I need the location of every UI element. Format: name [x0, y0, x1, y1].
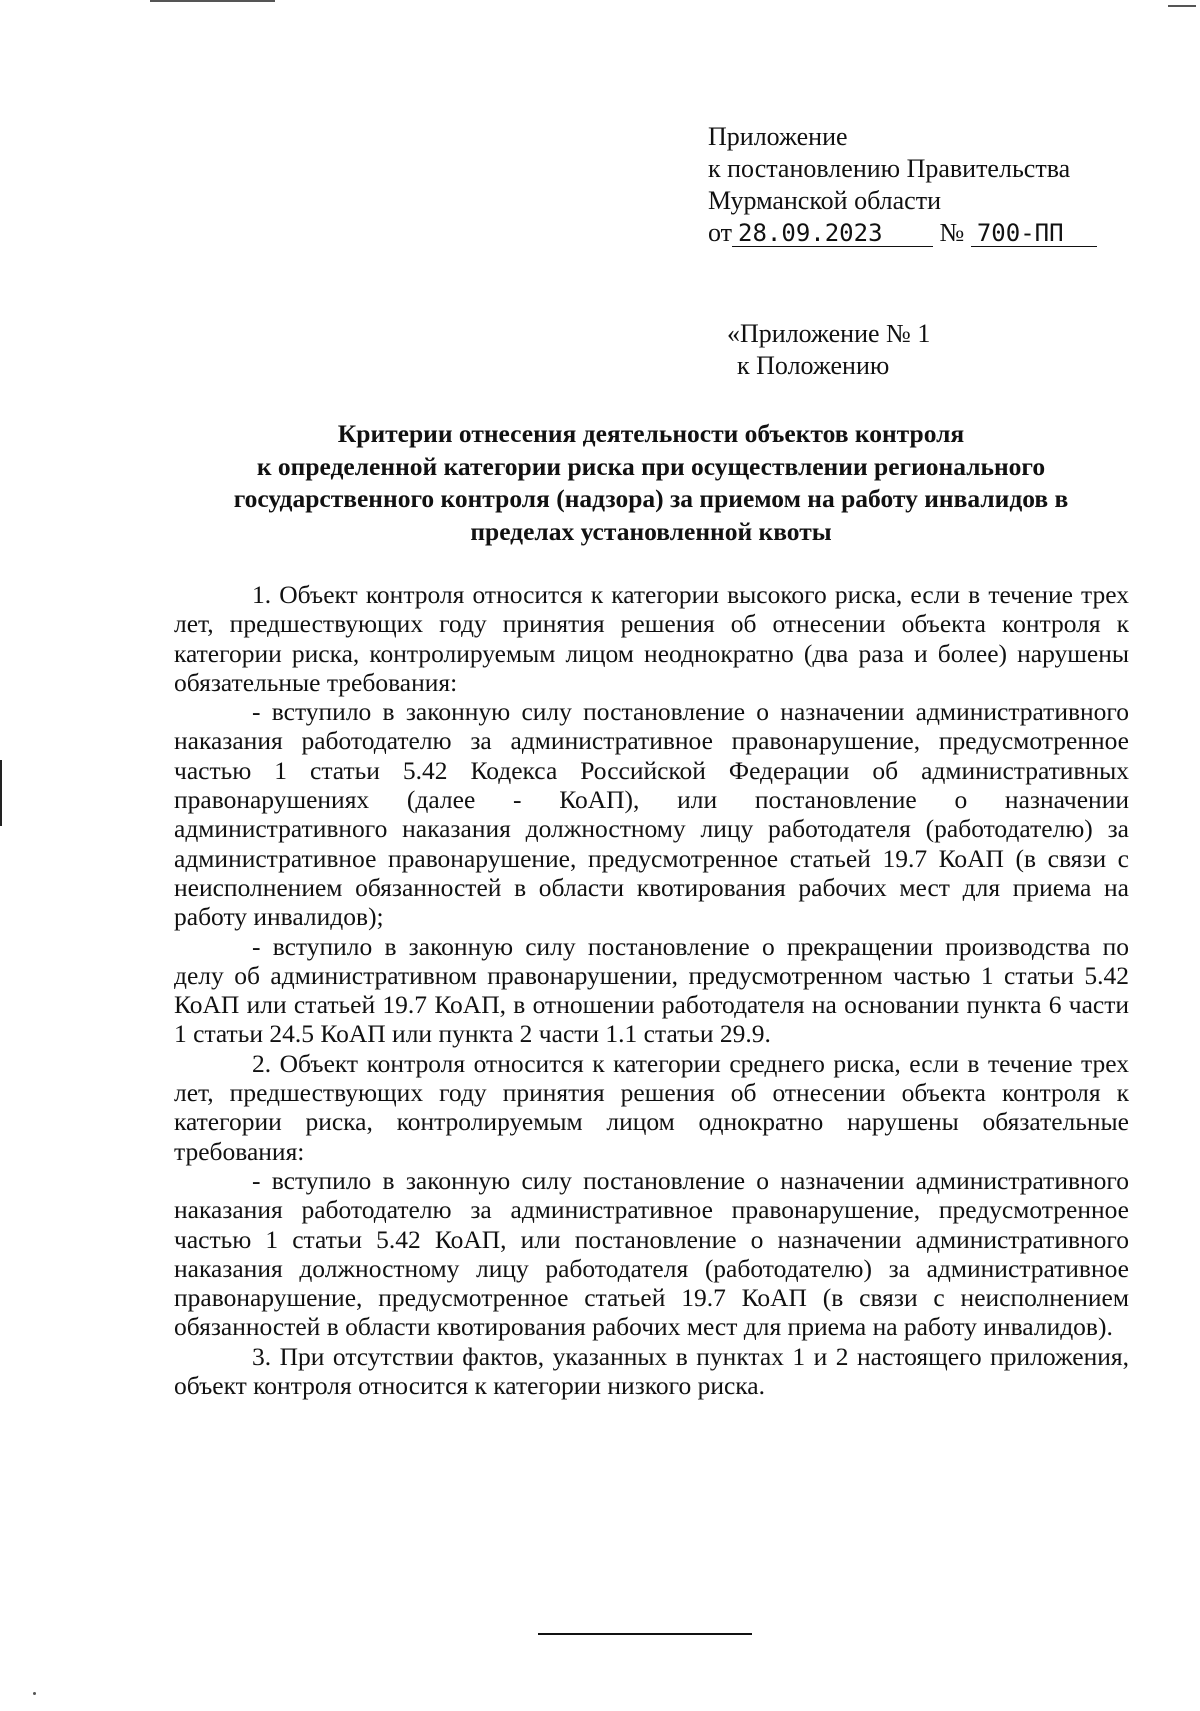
paragraph: 2. Объект контроля относится к категории среднего риска, если в течение трех лет, предшествующих году принятия решения об отнесении объекта контроля к категории риска, контролируемым лицом однократно нарушены обязательные требования: — [174, 1048, 1129, 1166]
paragraph: - вступило в законную силу постановление о назначении административного наказания работодателю за административное правонарушение, предусмотренное частью 1 статьи 5.42 Кодекса Российской Федерации об административных правонарушениях (далее - КоАП), или постановление о назначении административного наказания должностному лицу работодателя (работодателю) за административное правонарушение, предусмотренное статьей 19.7 КоАП (в связи с неисполнением обязанностей в области квотирования рабочих мест для приема на работу инвалидов); — [174, 697, 1129, 932]
title-line: пределах установленной квоты — [470, 516, 832, 546]
end-divider — [538, 1633, 752, 1635]
approval-line: Мурманской области — [708, 186, 941, 215]
annex-line: «Приложение № 1 — [727, 319, 931, 348]
title-line: Критерии отнесения деятельности объектов контроля — [337, 419, 965, 448]
number-prefix: № — [939, 218, 965, 247]
title-line: государственного контроля (надзора) за приемом на работу инвалидов в — [233, 484, 1069, 513]
approval-block — [708, 121, 1097, 249]
approval-line: Приложение — [708, 122, 848, 151]
scan-edge-mark — [0, 760, 2, 826]
paragraph: 1. Объект контроля относится к категории высокого риска, если в течение трех лет, предшествующих году принятия решения об отнесении объекта контроля к категории риска, контролируемым лицом неоднократно (два раза и более) нарушены обязательные требования: — [174, 580, 1129, 697]
date-prefix: от — [708, 218, 733, 247]
annex-block — [727, 318, 930, 382]
scan-speck — [33, 1692, 36, 1695]
paragraph: 3. При отсутствии фактов, указанных в пунктах 1 и 2 настоящего приложения, объект контроля относится к категории низкого риска. — [174, 1341, 1129, 1401]
paragraph: - вступило в законную силу постановление о назначении административного наказания работодателю за административное правонарушение, предусмотренное частью 1 статьи 5.42 КоАП, или постановление о назначении административного наказания должностному лицу работодателя (работодателю) за административное правонарушение, предусмотренное статьей 19.7 КоАП (в связи с неисполнением обязанностей в области квотирования рабочих мест для приема на работу инвалидов). — [174, 1165, 1129, 1342]
title-line: к определенной категории риска при осуществлении регионального — [256, 451, 1046, 481]
annex-line: к Положению — [737, 351, 890, 380]
document-title — [172, 418, 1130, 548]
document-number: 700-ПП — [971, 220, 1097, 247]
paragraph: - вступило в законную силу постановление о прекращении производства по делу об административном правонарушении, предусмотренном частью 1 статьи 5.42 КоАП или статьей 19.7 КоАП, в отношении работодателя на основании пункта 6 части 1 статьи 24.5 КоАП или пункта 2 части 1.1 статьи 29.9. — [174, 931, 1129, 1049]
scan-edge-mark — [150, 0, 275, 2]
scan-edge-mark — [1168, 5, 1196, 7]
document-body — [174, 580, 1129, 1400]
document-date: 28.09.2023 — [732, 220, 933, 247]
approval-date-line — [708, 217, 1097, 249]
approval-line: к постановлению Правительства — [708, 154, 1071, 183]
